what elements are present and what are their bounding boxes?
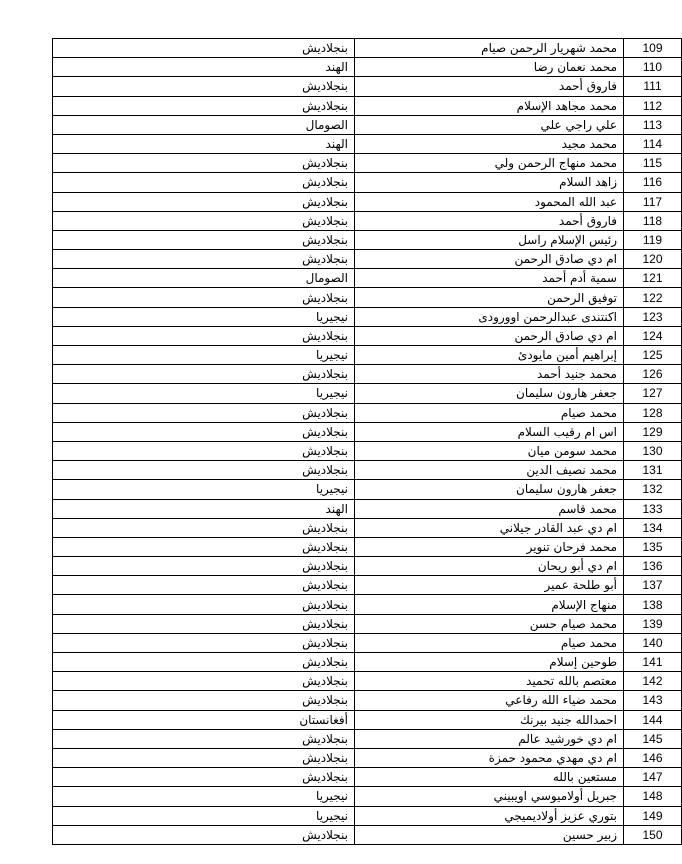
country-cell: بنجلاديش (53, 96, 355, 115)
name-cell: محمد قاسم (355, 499, 624, 518)
country-cell: بنجلاديش (53, 154, 355, 173)
country-cell: بنجلاديش (53, 288, 355, 307)
table-row (53, 250, 682, 269)
country-cell: الهند (53, 134, 355, 153)
name-cell: زبير حسين (355, 825, 624, 844)
table-row (53, 595, 682, 614)
country-cell: نيجيريا (53, 346, 355, 365)
number-cell: 126 (624, 365, 682, 384)
table-row (53, 134, 682, 153)
country-cell: الصومال (53, 115, 355, 134)
number-cell: 129 (624, 422, 682, 441)
number-cell: 137 (624, 576, 682, 595)
name-cell: ام دي صادق الرحمن (355, 326, 624, 345)
table-row (53, 787, 682, 806)
table-row (53, 825, 682, 844)
table-row (53, 269, 682, 288)
name-cell: ام دي مهدي محمود حمزة (355, 748, 624, 767)
number-cell: 133 (624, 499, 682, 518)
number-cell: 142 (624, 672, 682, 691)
country-cell: الصومال (53, 269, 355, 288)
country-cell: بنجلاديش (53, 461, 355, 480)
name-cell: محمد مجاهد الإسلام (355, 96, 624, 115)
name-cell: اكنتندى عبدالرحمن اوورودى (355, 307, 624, 326)
name-cell: رئيس الإسلام راسل (355, 230, 624, 249)
table-row (53, 77, 682, 96)
number-cell: 136 (624, 557, 682, 576)
table-row (53, 192, 682, 211)
name-cell: اس ام رقيب السلام (355, 422, 624, 441)
table-row (53, 633, 682, 652)
country-cell: بنجلاديش (53, 173, 355, 192)
name-cell: ام دي عبد القادر جيلاني (355, 518, 624, 537)
table-row (53, 230, 682, 249)
country-cell: نيجيريا (53, 806, 355, 825)
name-cell: محمد جنيد أحمد (355, 365, 624, 384)
number-cell: 148 (624, 787, 682, 806)
name-cell: ام دي صادق الرحمن (355, 250, 624, 269)
number-cell: 127 (624, 384, 682, 403)
name-cell: فاروق أحمد (355, 211, 624, 230)
name-cell: ام دي خورشيد عالم (355, 729, 624, 748)
name-cell: محمد نصيف الدين (355, 461, 624, 480)
number-cell: 123 (624, 307, 682, 326)
country-cell: بنجلاديش (53, 825, 355, 844)
name-cell: أبو طلحة عمير (355, 576, 624, 595)
name-cell: ام دي أبو ريحان (355, 557, 624, 576)
table-row (53, 653, 682, 672)
country-cell: بنجلاديش (53, 77, 355, 96)
number-cell: 144 (624, 710, 682, 729)
table-row (53, 115, 682, 134)
name-cell: مستعين بالله (355, 768, 624, 787)
country-cell: بنجلاديش (53, 518, 355, 537)
students-table-body (53, 39, 682, 845)
number-cell: 121 (624, 269, 682, 288)
table-row (53, 576, 682, 595)
country-cell: أفغانستان (53, 710, 355, 729)
number-cell: 145 (624, 729, 682, 748)
number-cell: 124 (624, 326, 682, 345)
table-row (53, 614, 682, 633)
name-cell: بتوري عزيز أولاديميجي (355, 806, 624, 825)
country-cell: بنجلاديش (53, 192, 355, 211)
table-row (53, 422, 682, 441)
country-cell: بنجلاديش (53, 614, 355, 633)
table-row (53, 461, 682, 480)
table-row (53, 768, 682, 787)
country-cell: نيجيريا (53, 480, 355, 499)
number-cell: 130 (624, 441, 682, 460)
table-row (53, 518, 682, 537)
number-cell: 128 (624, 403, 682, 422)
number-cell: 138 (624, 595, 682, 614)
number-cell: 134 (624, 518, 682, 537)
table-row (53, 691, 682, 710)
table-row (53, 96, 682, 115)
country-cell: بنجلاديش (53, 557, 355, 576)
country-cell: بنجلاديش (53, 768, 355, 787)
country-cell: بنجلاديش (53, 403, 355, 422)
number-cell: 109 (624, 39, 682, 58)
country-cell: نيجيريا (53, 384, 355, 403)
table-row (53, 39, 682, 58)
table-row (53, 326, 682, 345)
country-cell: بنجلاديش (53, 748, 355, 767)
country-cell: نيجيريا (53, 307, 355, 326)
table-row (53, 154, 682, 173)
name-cell: محمد ضياء الله رفاعي (355, 691, 624, 710)
table-row (53, 806, 682, 825)
number-cell: 120 (624, 250, 682, 269)
name-cell: توفيق الرحمن (355, 288, 624, 307)
number-cell: 110 (624, 58, 682, 77)
country-cell: بنجلاديش (53, 729, 355, 748)
country-cell: بنجلاديش (53, 441, 355, 460)
name-cell: طوحين إسلام (355, 653, 624, 672)
table-row (53, 211, 682, 230)
number-cell: 143 (624, 691, 682, 710)
name-cell: عبد الله المحمود (355, 192, 624, 211)
table-row (53, 365, 682, 384)
number-cell: 125 (624, 346, 682, 365)
name-cell: جبريل أولاميوسي اويبيني (355, 787, 624, 806)
country-cell: بنجلاديش (53, 326, 355, 345)
number-cell: 118 (624, 211, 682, 230)
table-row (53, 499, 682, 518)
number-cell: 135 (624, 537, 682, 556)
name-cell: محمد منهاج الرحمن ولي (355, 154, 624, 173)
name-cell: فاروق أحمد (355, 77, 624, 96)
number-cell: 139 (624, 614, 682, 633)
name-cell: محمد فرحان تنوير (355, 537, 624, 556)
table-row (53, 537, 682, 556)
name-cell: احمدالله جنيد بيرنك (355, 710, 624, 729)
number-cell: 116 (624, 173, 682, 192)
students-table (52, 38, 682, 845)
number-cell: 141 (624, 653, 682, 672)
name-cell: محمد نعمان رضا (355, 58, 624, 77)
table-row (53, 307, 682, 326)
number-cell: 115 (624, 154, 682, 173)
number-cell: 114 (624, 134, 682, 153)
country-cell: بنجلاديش (53, 211, 355, 230)
number-cell: 113 (624, 115, 682, 134)
number-cell: 149 (624, 806, 682, 825)
table-row (53, 58, 682, 77)
number-cell: 132 (624, 480, 682, 499)
number-cell: 131 (624, 461, 682, 480)
country-cell: بنجلاديش (53, 230, 355, 249)
country-cell: الهند (53, 58, 355, 77)
country-cell: نيجيريا (53, 787, 355, 806)
number-cell: 111 (624, 77, 682, 96)
number-cell: 112 (624, 96, 682, 115)
country-cell: بنجلاديش (53, 672, 355, 691)
country-cell: بنجلاديش (53, 537, 355, 556)
table-row (53, 441, 682, 460)
number-cell: 119 (624, 230, 682, 249)
country-cell: بنجلاديش (53, 422, 355, 441)
name-cell: معتصم بالله تحميد (355, 672, 624, 691)
number-cell: 146 (624, 748, 682, 767)
table-row (53, 672, 682, 691)
name-cell: جعفر هارون سليمان (355, 480, 624, 499)
name-cell: محمد صيام حسن (355, 614, 624, 633)
table-row (53, 403, 682, 422)
name-cell: إبراهيم أمين مايودئ (355, 346, 624, 365)
number-cell: 147 (624, 768, 682, 787)
number-cell: 150 (624, 825, 682, 844)
name-cell: محمد شهريار الرحمن صيام (355, 39, 624, 58)
table-row (53, 729, 682, 748)
table-row (53, 710, 682, 729)
name-cell: سمية أدم أحمد (355, 269, 624, 288)
name-cell: محمد مجيد (355, 134, 624, 153)
country-cell: بنجلاديش (53, 365, 355, 384)
name-cell: محمد صيام (355, 403, 624, 422)
name-cell: جعفر هارون سليمان (355, 384, 624, 403)
country-cell: بنجلاديش (53, 39, 355, 58)
country-cell: بنجلاديش (53, 576, 355, 595)
name-cell: علي راجي علي (355, 115, 624, 134)
table-row (53, 346, 682, 365)
country-cell: بنجلاديش (53, 691, 355, 710)
table-row (53, 557, 682, 576)
name-cell: زاهد السلام (355, 173, 624, 192)
country-cell: بنجلاديش (53, 595, 355, 614)
table-row (53, 384, 682, 403)
name-cell: محمد سومن ميان (355, 441, 624, 460)
number-cell: 122 (624, 288, 682, 307)
country-cell: الهند (53, 499, 355, 518)
country-cell: بنجلاديش (53, 633, 355, 652)
number-cell: 117 (624, 192, 682, 211)
country-cell: بنجلاديش (53, 653, 355, 672)
country-cell: بنجلاديش (53, 250, 355, 269)
table-row (53, 480, 682, 499)
name-cell: منهاج الإسلام (355, 595, 624, 614)
name-cell: محمد صيام (355, 633, 624, 652)
number-cell: 140 (624, 633, 682, 652)
table-row (53, 748, 682, 767)
table-row (53, 288, 682, 307)
table-row (53, 173, 682, 192)
